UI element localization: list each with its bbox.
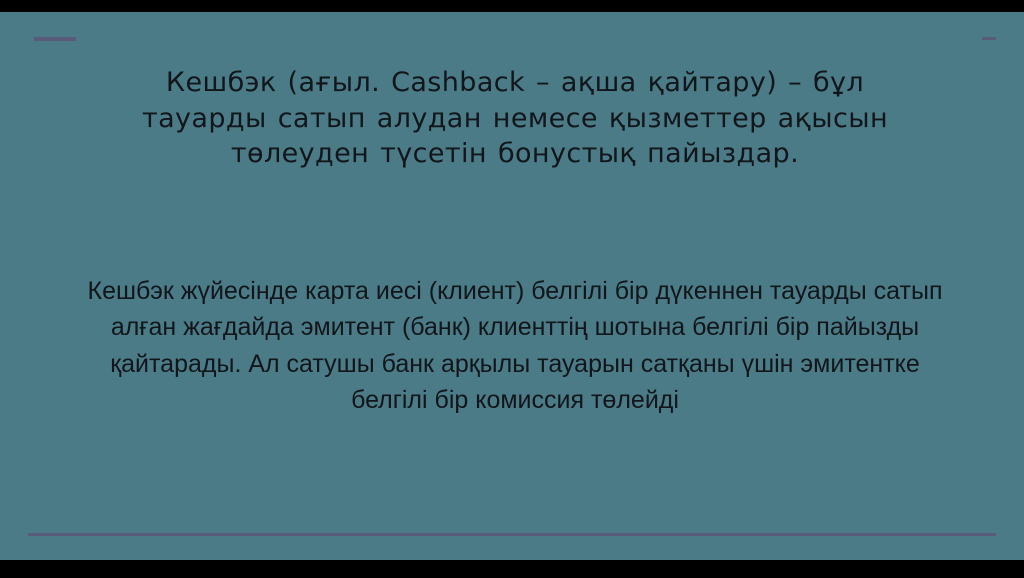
decorative-dash-right: [982, 37, 996, 40]
paragraph-explanation: Кешбэк жүйесінде карта иесі (клиент) белгілі бір дүкеннен тауарды сатып алған жағдайда эмитент (банк) клиенттің шотына белгілі бір пайызды қайтарады. Ал сатушы банк арқылы тауарын сатқаны үшін эмитентке белгілі бір комиссия төлейді: [87, 277, 943, 414]
top-frame-bar: [0, 0, 1024, 12]
bottom-frame-bar: [0, 560, 1024, 578]
paragraph-definition: Кешбэк (ағыл. Cashback – ақша қайтару) – бұл тауарды сатып алудан немесе қызметтер ақысын төлеуден түсетін бонустық пайыздар.: [141, 67, 889, 170]
decorative-dash-left: [34, 37, 76, 41]
footer-divider-line: [28, 533, 996, 536]
